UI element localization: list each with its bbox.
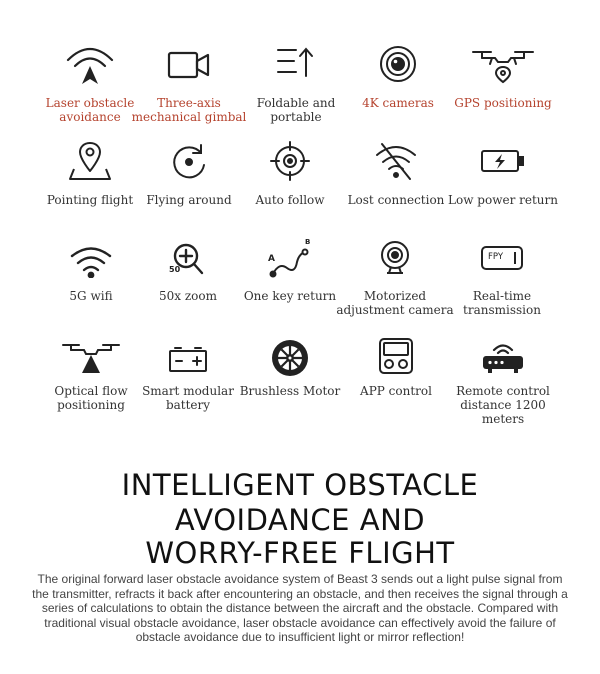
orbit-icon (168, 141, 210, 183)
headline-line-2: AVOIDANCE AND (174, 503, 426, 537)
point-a-label: A (268, 254, 275, 264)
fold-arrow-icon (276, 46, 316, 80)
feature-label: 50x zoom (158, 289, 217, 303)
feature-label: GPS positioning (454, 96, 552, 110)
webcam-icon (375, 239, 415, 279)
feature-label: Auto follow (255, 193, 325, 207)
feature-label: APP control (360, 384, 432, 398)
feature-label: Foldable and portable (256, 96, 336, 124)
feature-label: Optical flow positioning (54, 384, 128, 412)
motor-icon (270, 338, 310, 378)
feature-label: Brushless Motor (239, 384, 341, 398)
wifi-icon (69, 244, 113, 278)
controller-phone-icon (378, 337, 414, 375)
drone-pin-icon (470, 44, 536, 84)
phone-fpv-icon (480, 245, 524, 271)
lens-icon (378, 44, 418, 84)
camera-icon (167, 50, 211, 80)
battery-icon (167, 345, 209, 373)
router-icon (480, 340, 526, 374)
point-b-label: B (305, 238, 311, 246)
feature-label: Laser obstacle avoidance (45, 96, 135, 124)
feature-label: 5G wifi (69, 289, 113, 303)
feature-label: Real-time transmission (463, 289, 541, 317)
battery-bolt-icon (480, 149, 526, 173)
feature-label: 4K cameras (362, 96, 434, 110)
drone-beam-icon (60, 341, 122, 377)
feature-label: Flying around (146, 193, 232, 207)
return-path-icon (267, 240, 313, 280)
map-pin-icon (68, 141, 112, 181)
radar-arrow-icon (64, 42, 116, 86)
zoom-badge: 50 (169, 265, 181, 274)
zoom-magnifier-icon (166, 240, 210, 280)
wifi-off-icon (374, 141, 418, 181)
feature-label: Lost connection (347, 193, 445, 207)
feature-label: Remote control distance 1200 meters (456, 384, 550, 426)
feature-label: Low power return (448, 193, 558, 207)
feature-label: One key return (243, 289, 337, 303)
description-paragraph: The original forward laser obstacle avoidance system of Beast 3 sends out a light pulse signal from the transmitter, refracts it back after encountering an obstacle, and then receives the signal through a series of calculations to obtain the distance between the aircraft and the obstacle. Compared with traditional visual obstacle avoidance, laser obstacle avoidance can effectively avoid the failure of obstacle avoidance due to insufficient light or mirror reflection! (32, 572, 568, 645)
fpv-text: FPY (488, 252, 504, 262)
feature-label: Three-axis mechanical gimbal (131, 96, 247, 124)
feature-label: Motorized adjustment camera (336, 289, 454, 317)
feature-label: Smart modular battery (142, 384, 234, 412)
crosshair-icon (269, 140, 311, 182)
feature-label: Pointing flight (46, 193, 134, 207)
headline-line-1: INTELLIGENT OBSTACLE (121, 468, 479, 502)
headline-line-3: WORRY-FREE FLIGHT (145, 536, 455, 570)
